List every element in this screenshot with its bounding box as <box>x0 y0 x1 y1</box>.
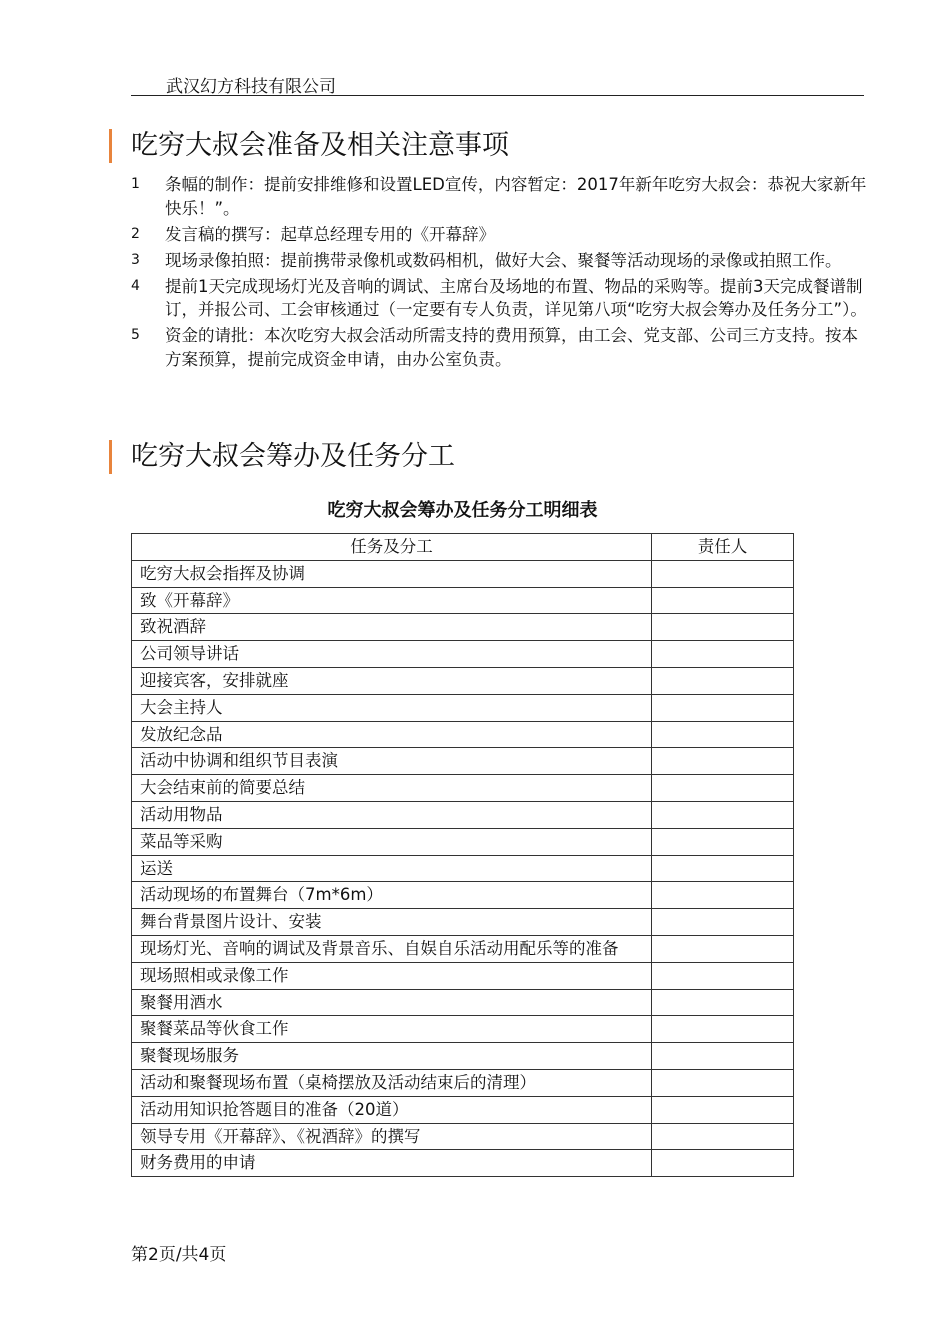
list-item-text: 资金的请批：本次吃穷大叔会活动所需支持的费用预算，由工会、党支部、公司三方支持。按本方案预算，提前完成资金申请，由办公室负责。 <box>165 326 858 369</box>
table-row <box>132 1069 794 1096</box>
table-row <box>132 694 794 721</box>
table-row <box>132 935 794 962</box>
table-title: 吃穷大叔会筹办及任务分工明细表 <box>327 500 598 521</box>
table-row <box>132 1123 794 1150</box>
list-item <box>131 275 871 322</box>
task-cell: 舞台背景图片设计、安装 <box>132 909 652 936</box>
list-item-number: 3 <box>131 251 140 268</box>
table-row <box>132 909 794 936</box>
task-cell: 致《开幕辞》 <box>132 587 652 614</box>
table-row <box>132 1096 794 1123</box>
task-cell: 发放纪念品 <box>132 721 652 748</box>
table-row <box>132 641 794 668</box>
table-row <box>132 667 794 694</box>
list-item <box>131 324 871 371</box>
responsible-cell <box>652 935 794 962</box>
responsible-cell <box>652 667 794 694</box>
responsible-cell <box>652 641 794 668</box>
responsible-cell <box>652 882 794 909</box>
header-rule <box>131 95 864 96</box>
list-item-text: 发言稿的撰写：起草总经理专用的《开幕辞》 <box>165 224 495 244</box>
task-cell: 财务费用的申请 <box>132 1150 652 1177</box>
table-row <box>132 989 794 1016</box>
responsible-cell <box>652 614 794 641</box>
responsible-cell <box>652 828 794 855</box>
table-row <box>132 1150 794 1177</box>
list-item-number: 4 <box>131 277 140 294</box>
table-row <box>132 1016 794 1043</box>
table-row <box>132 775 794 802</box>
preparation-list <box>131 173 871 374</box>
table-row <box>132 882 794 909</box>
table-row <box>132 614 794 641</box>
responsible-cell <box>652 909 794 936</box>
list-item <box>131 223 871 247</box>
responsible-cell <box>652 801 794 828</box>
table-row <box>132 587 794 614</box>
task-cell: 现场照相或录像工作 <box>132 962 652 989</box>
list-item <box>131 173 871 220</box>
list-item <box>131 249 871 273</box>
table-row <box>132 962 794 989</box>
task-cell: 活动用知识抢答题目的准备（20道） <box>132 1096 652 1123</box>
responsible-cell <box>652 855 794 882</box>
responsible-cell <box>652 775 794 802</box>
task-cell: 活动中协调和组织节目表演 <box>132 748 652 775</box>
table-row <box>132 748 794 775</box>
table-row <box>132 560 794 587</box>
task-cell: 活动用物品 <box>132 801 652 828</box>
list-item-number: 5 <box>131 327 140 343</box>
list-item-text: 条幅的制作：提前安排维修和设置LED宣传，内容暂定：2017年新年吃穷大叔会：恭祝大家新年快乐！”。 <box>165 175 867 218</box>
company-name: 武汉幻方科技有限公司 <box>166 77 336 97</box>
list-item-number: 1 <box>131 176 140 192</box>
list-item-text: 现场录像拍照：提前携带录像机或数码相机，做好大会、聚餐等活动现场的录像或拍照工作。 <box>165 250 842 270</box>
column-header-task: 任务及分工 <box>132 534 652 561</box>
task-cell: 领导专用《开幕辞》、《祝酒辞》的撰写 <box>132 1123 652 1150</box>
task-cell: 大会结束前的简要总结 <box>132 775 652 802</box>
list-item-text: 提前1天完成现场灯光及音响的调试、主席台及场地的布置、物品的采购等。提前3天完成餐谱制订，并报公司、工会审核通过（一定要有专人负责，详见第八项“吃穷大叔会筹办及任务分工”）。 <box>165 276 867 319</box>
section-heading-preparation: 吃穷大叔会准备及相关注意事项 <box>109 129 509 163</box>
responsible-cell <box>652 1123 794 1150</box>
task-table <box>131 533 794 1177</box>
table-row <box>132 855 794 882</box>
section-heading-task-division: 吃穷大叔会筹办及任务分工 <box>109 440 455 474</box>
responsible-cell <box>652 587 794 614</box>
task-cell: 聚餐现场服务 <box>132 1043 652 1070</box>
task-table-body <box>132 560 794 1176</box>
task-cell: 现场灯光、音响的调试及背景音乐、自娱自乐活动用配乐等的准备 <box>132 935 652 962</box>
responsible-cell <box>652 1043 794 1070</box>
responsible-cell <box>652 560 794 587</box>
table-row <box>132 801 794 828</box>
task-cell: 活动现场的布置舞台（7m*6m） <box>132 882 652 909</box>
responsible-cell <box>652 748 794 775</box>
task-cell: 迎接宾客，安排就座 <box>132 667 652 694</box>
responsible-cell <box>652 1096 794 1123</box>
task-cell: 大会主持人 <box>132 694 652 721</box>
task-cell: 菜品等采购 <box>132 828 652 855</box>
responsible-cell <box>652 962 794 989</box>
table-row <box>132 828 794 855</box>
table-row <box>132 721 794 748</box>
list-item-number: 2 <box>131 225 140 242</box>
table-header-row <box>132 534 794 561</box>
task-cell: 吃穷大叔会指挥及协调 <box>132 560 652 587</box>
task-cell: 聚餐菜品等伙食工作 <box>132 1016 652 1043</box>
responsible-cell <box>652 1150 794 1177</box>
task-cell: 致祝酒辞 <box>132 614 652 641</box>
responsible-cell <box>652 1016 794 1043</box>
task-cell: 运送 <box>132 855 652 882</box>
task-cell: 聚餐用酒水 <box>132 989 652 1016</box>
task-cell: 活动和聚餐现场布置（桌椅摆放及活动结束后的清理） <box>132 1069 652 1096</box>
page-number: 第2页/共4页 <box>131 1245 227 1265</box>
responsible-cell <box>652 1069 794 1096</box>
responsible-cell <box>652 721 794 748</box>
table-row <box>132 1043 794 1070</box>
responsible-cell <box>652 694 794 721</box>
column-header-responsible: 责任人 <box>652 534 794 561</box>
task-cell: 公司领导讲话 <box>132 641 652 668</box>
responsible-cell <box>652 989 794 1016</box>
